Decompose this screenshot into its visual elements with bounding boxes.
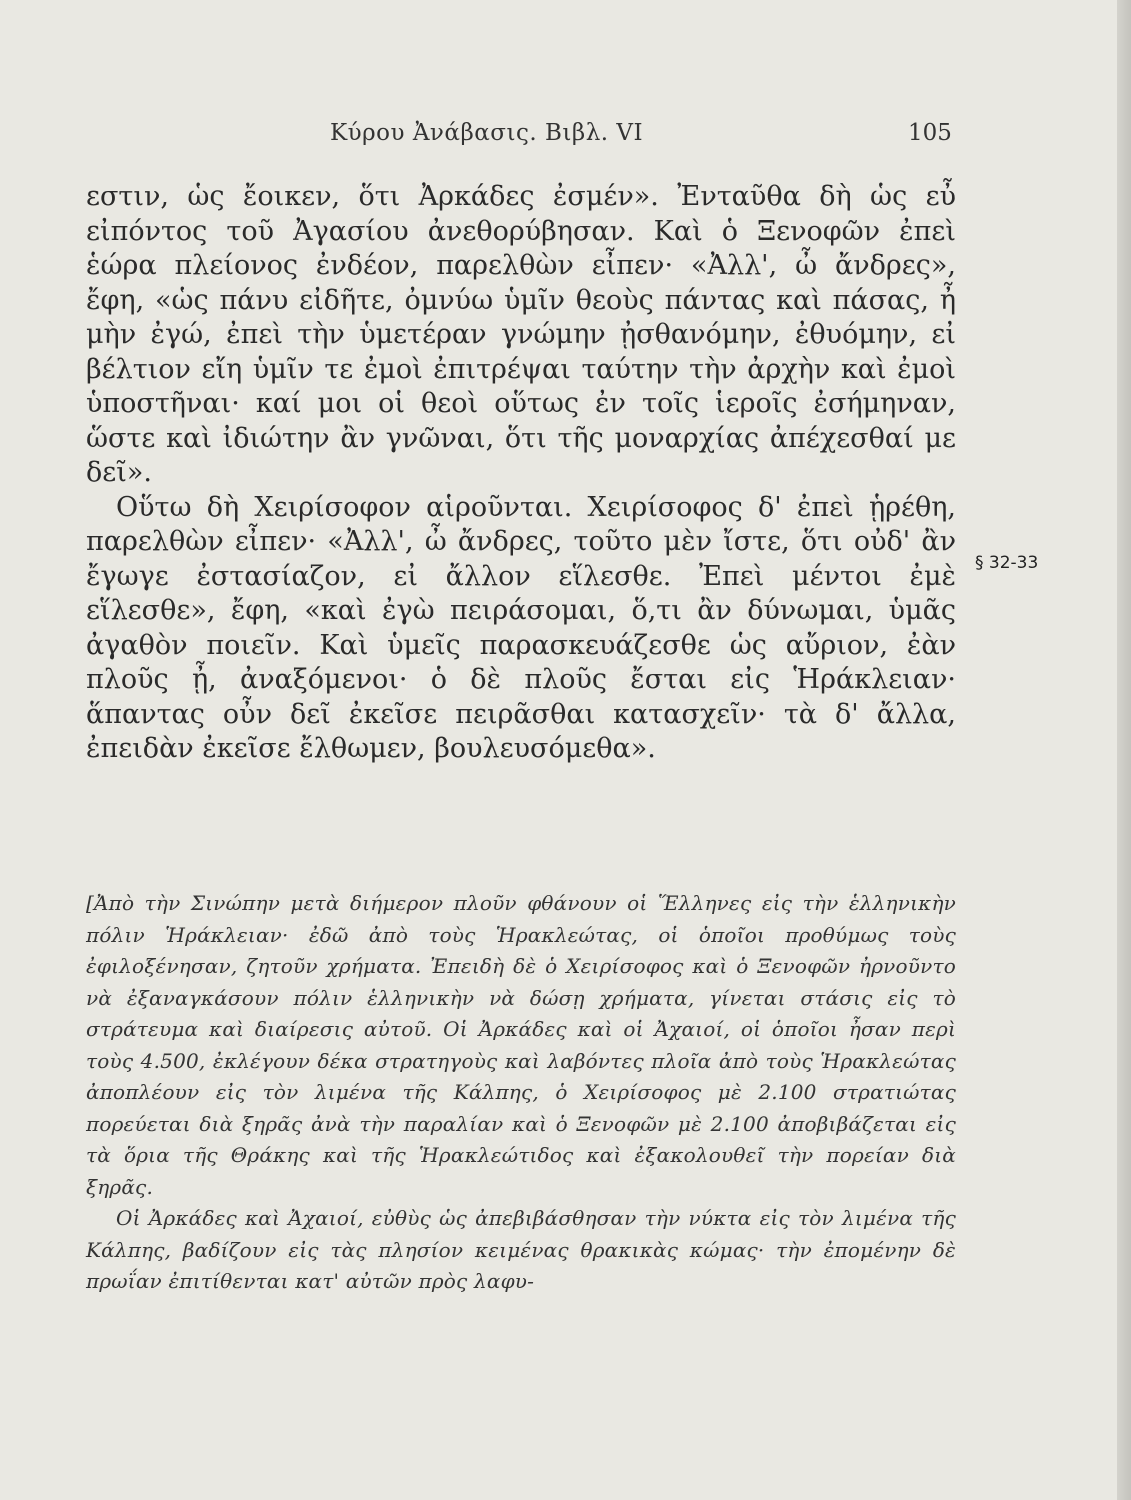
main-paragraph-2: Οὕτω δὴ Χειρίσοφον αἱροῦνται. Χειρίσοφος δ' ἐπεὶ ᾑρέθη, παρελθὼν εἶπεν· «Ἀλλ', ὦ ἄνδρες, τοῦτο μὲν ἴστε, ὅτι οὐδ' ἂν ἔγωγε ἐστασίαζον, εἰ ἄλλον εἵλεσθε. Ἐπεὶ μέντοι ἐμὲ εἵλεσθε», ἔφη, «καὶ ἐγὼ πειράσομαι, ὅ,τι ἂν δύνωμαι, ὑμᾶς ἀγαθὸν ποιεῖν. Καὶ ὑμεῖς παρασκευάζεσθε ὡς αὔριον, ἐὰν πλοῦς ᾖ, ἀναξόμενοι· ὁ δὲ πλοῦς ἔσται εἰς Ἡράκλειαν· ἅπαντας οὖν δεῖ ἐκεῖσε πειρᾶσθαι κατασχεῖν· τὰ δ' ἄλλα, ἐπειδὰν ἐκεῖσε ἔλθωμεν, βουλευσόμεθα». xyxy=(86,491,956,764)
section-margin-note: § 32-33 xyxy=(975,553,1039,573)
summary-paragraph-1: [Ἀπὸ τὴν Σινώπην μετὰ διήμερον πλοῦν φθάνουν οἱ Ἕλληνες εἰς τὴν ἑλληνικὴν πόλιν Ἡράκλειαν· ἐδῶ ἀπὸ τοὺς Ἡρακλεώτας, οἱ ὁποῖοι προθύμως τοὺς ἐφιλοξένησαν, ζητοῦν χρήματα. Ἐπειδὴ δὲ ὁ Χειρίσοφος καὶ ὁ Ξενοφῶν ἠρνοῦντο νὰ ἐξαναγκάσουν πόλιν ἑλληνικὴν νὰ δώσῃ χρήματα, γίνεται στάσις εἰς τὸ στράτευμα καὶ διαίρεσις αὐτοῦ. Οἱ Ἀρκάδες καὶ οἱ Ἀχαιοί, οἱ ὁποῖοι ἦσαν περὶ τοὺς 4.500, ἐκλέγουν δέκα στρατηγοὺς καὶ λαβόντες πλοῖα ἀπὸ τοὺς Ἡρακλεώτας ἀποπλέουν εἰς τὸν λιμένα τῆς Κάλπης, ὁ Χειρίσοφος μὲ 2.100 στρατιώτας πορεύεται διὰ ξηρᾶς ἀνὰ τὴν παραλίαν καὶ ὁ Ξενοφῶν μὲ 2.100 ἀποβιβάζεται εἰς τὰ ὅρια τῆς Θράκης καὶ τῆς Ἡρακλεώτιδος καὶ ἐξακολουθεῖ τὴν πορείαν διὰ ξηρᾶς. xyxy=(86,891,956,1199)
page-edge xyxy=(1117,0,1131,1500)
summary-text xyxy=(86,888,956,1298)
running-head: Κύρου Ἀνάβασις. Βιβλ. VI xyxy=(330,120,644,146)
page-header xyxy=(0,120,1131,160)
summary-paragraph-2: Οἱ Ἀρκάδες καὶ Ἀχαιοί, εὐθὺς ὡς ἀπεβιβάσθησαν τὴν νύκτα εἰς τὸν λιμένα τῆς Κάλπης, βαδίζουν εἰς τὰς πλησίον κειμένας θρακικὰς κώμας· τὴν ἐπομένην δὲ πρωΐαν ἐπιτίθενται κατ' αὐτῶν πρὸς λαφυ- xyxy=(86,1206,956,1293)
main-paragraph-1: εστιν, ὡς ἔοικεν, ὅτι Ἀρκάδες ἐσμέν». Ἐνταῦθα δὴ ὡς εὖ εἰπόντος τοῦ Ἀγασίου ἀνεθορύβησαν. Καὶ ὁ Ξενοφῶν ἐπεὶ ἑώρα πλείονος ἐνδέον, παρελθὼν εἶπεν· «Ἀλλ', ὦ ἄνδρες», ἔφη, «ὡς πάνυ εἰδῆτε, ὀμνύω ὑμῖν θεοὺς πάντας καὶ πάσας, ἦ μὴν ἐγώ, ἐπεὶ τὴν ὑμετέραν γνώμην ᾐσθανόμην, ἐθυόμην, εἰ βέλτιον εἴη ὑμῖν τε ἐμοὶ ἐπιτρέψαι ταύτην τὴν ἀρχὴν καὶ ἐμοὶ ὑποστῆναι· καί μοι οἱ θεοὶ οὕτως ἐν τοῖς ἱεροῖς ἐσήμηναν, ὥστε καὶ ἰδιώτην ἂν γνῶναι, ὅτι τῆς μοναρχίας ἀπέχεσθαί με δεῖ». xyxy=(86,181,956,488)
main-text xyxy=(86,180,956,767)
page-number: 105 xyxy=(908,120,952,146)
